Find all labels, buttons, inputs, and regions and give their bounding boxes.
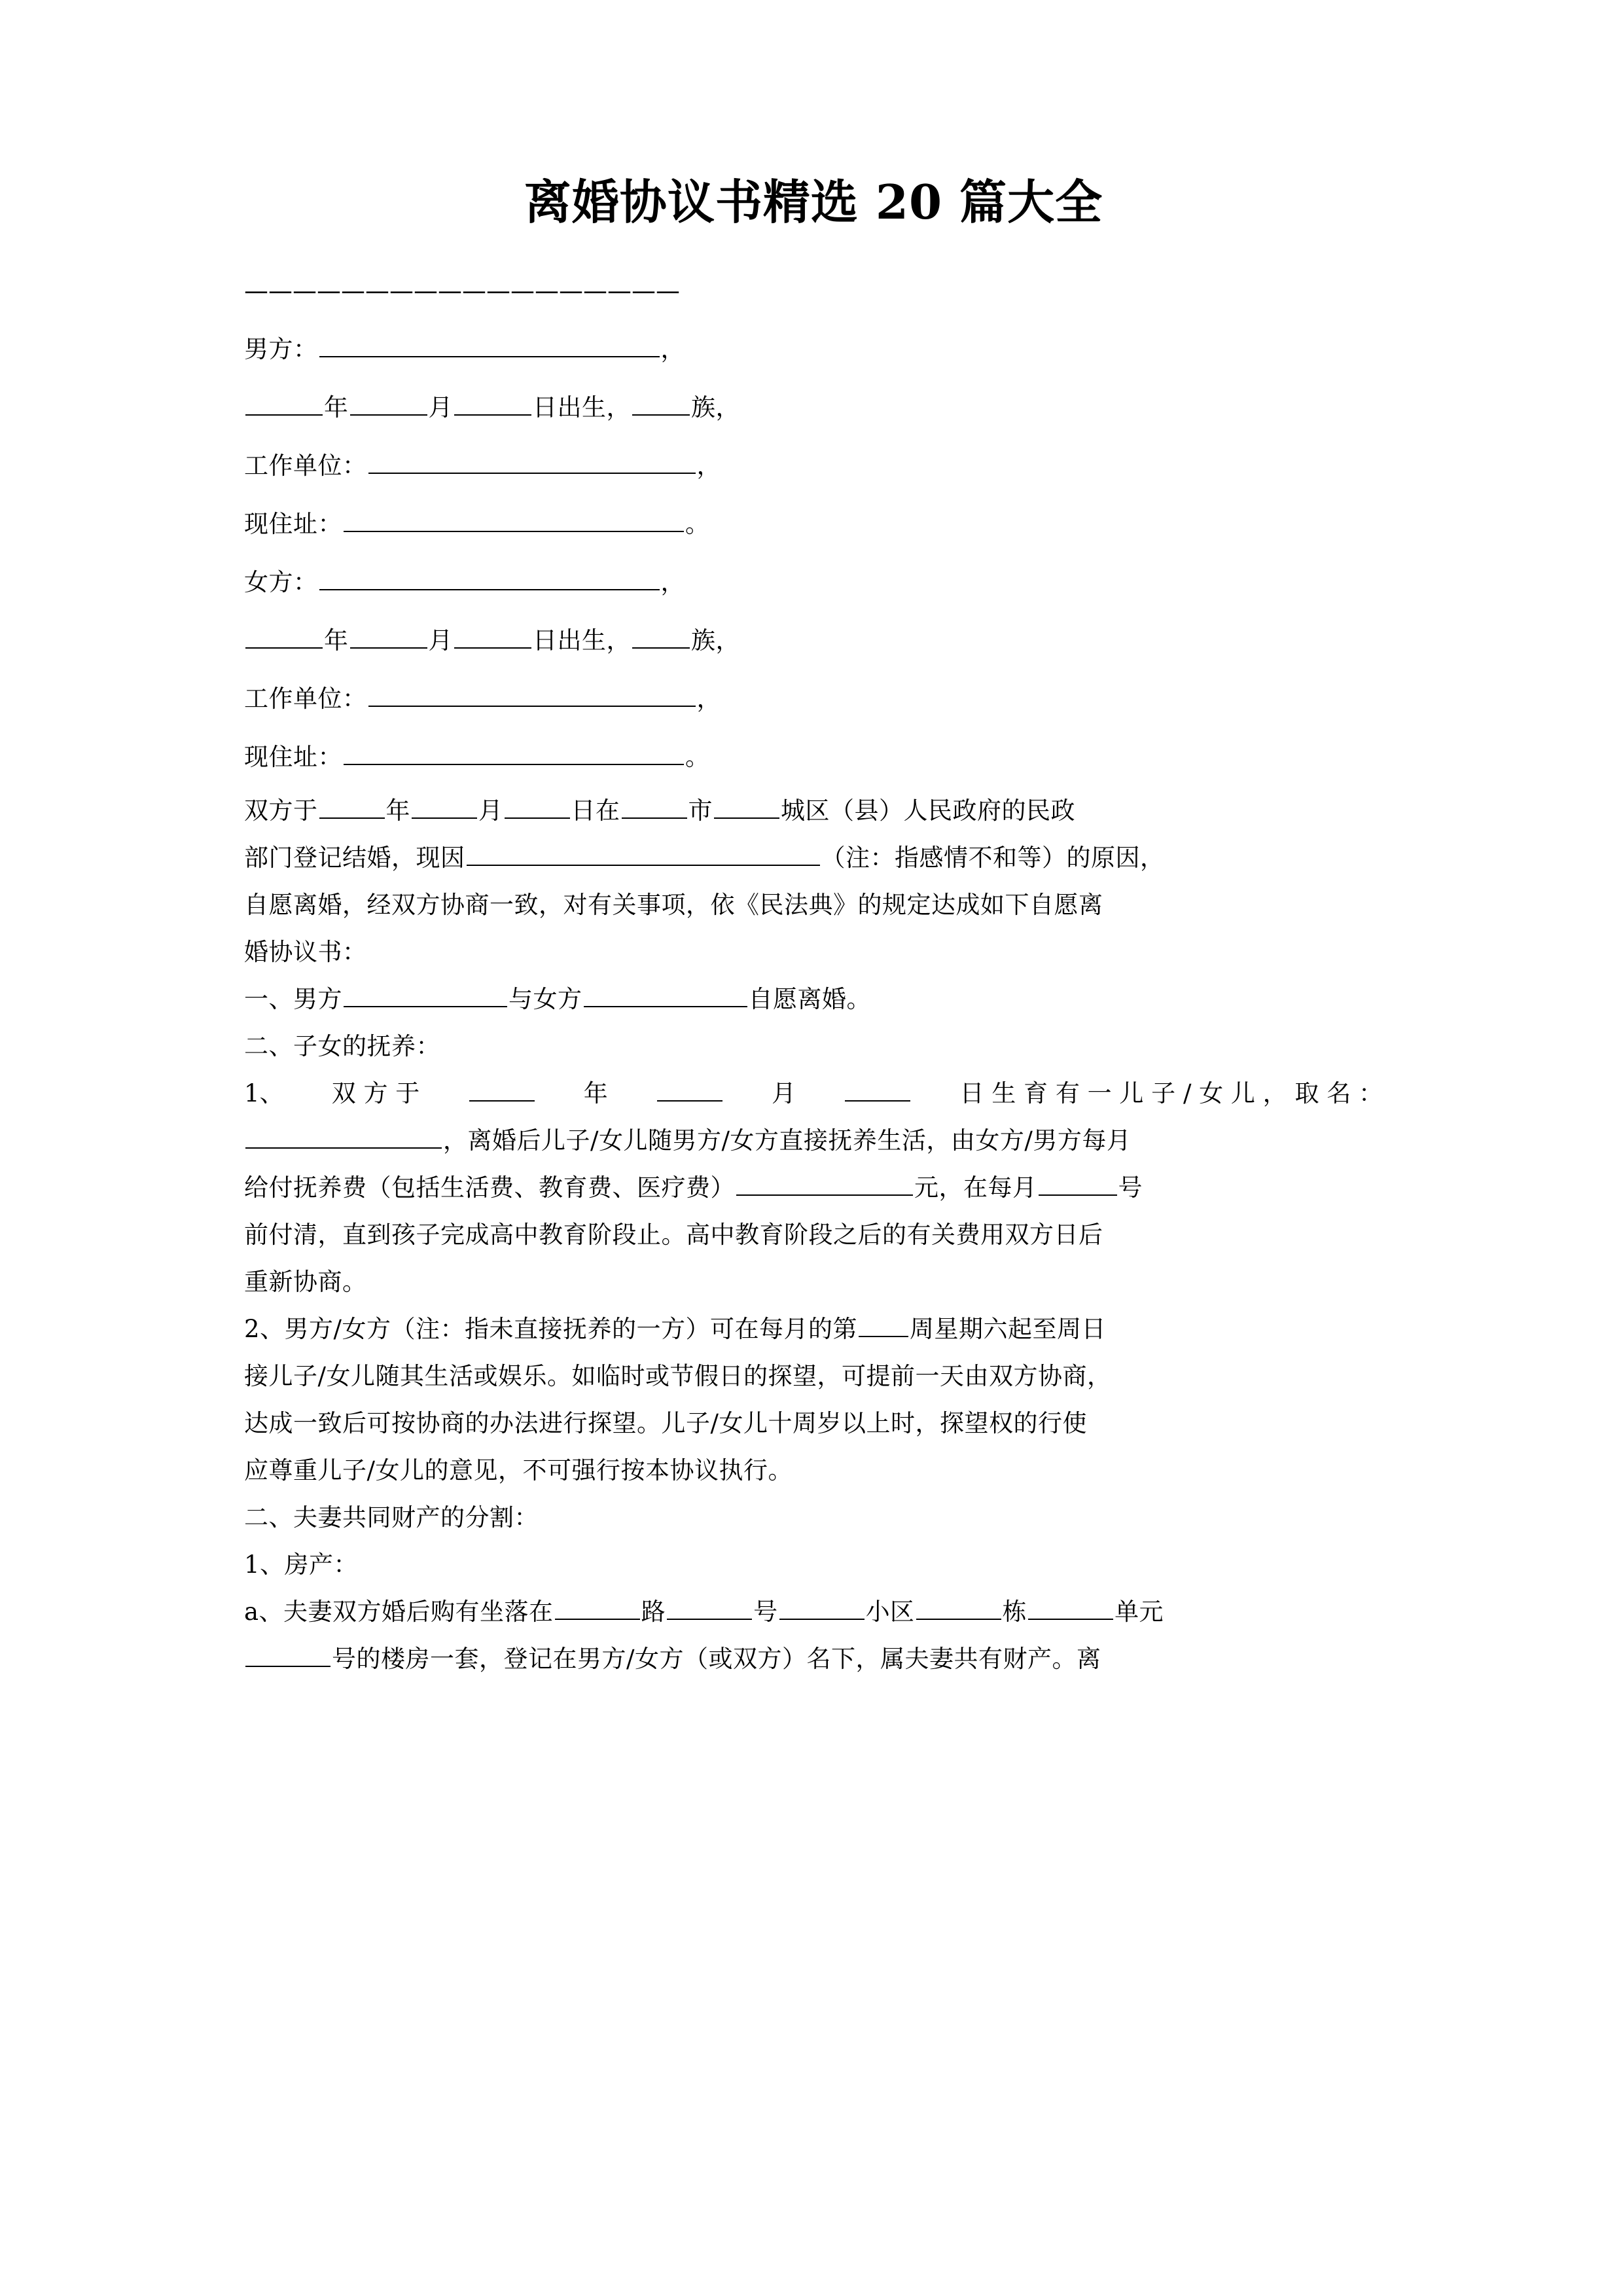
work-unit-label-female: 工作单位：	[244, 684, 367, 713]
property-community-label: 小区	[865, 1597, 915, 1626]
item-1-seg-b: 双 方 于	[331, 1079, 420, 1107]
ethnicity-label-female: 族，	[691, 626, 740, 655]
property-road-blank[interactable]	[555, 1592, 640, 1620]
document-content	[244, 0, 1383, 1683]
property-number-label: 号	[753, 1597, 778, 1626]
ethnicity-label: 族，	[691, 393, 740, 422]
male-birth-year-blank[interactable]	[245, 388, 323, 416]
female-birth-line	[244, 621, 1383, 660]
property-building-blank[interactable]	[916, 1592, 1001, 1620]
item-1-line-3	[244, 1164, 1383, 1211]
address-period-female: 。	[685, 742, 710, 771]
work-unit-comma: ，	[696, 451, 721, 480]
preamble-line-4: 婚协议书：	[244, 937, 367, 966]
item-1-line-1	[244, 1070, 1383, 1117]
item-1-number: 1、	[244, 1079, 284, 1107]
visitation-week-blank[interactable]	[859, 1310, 908, 1337]
marriage-city-blank[interactable]	[622, 791, 687, 819]
year-label-female: 年	[324, 626, 349, 655]
article-one-line	[244, 976, 1383, 1023]
female-address-line	[244, 738, 1383, 777]
child-birth-year-blank[interactable]	[469, 1074, 535, 1102]
property-number-blank[interactable]	[667, 1592, 752, 1620]
preamble-seg-2: 年	[385, 796, 410, 825]
property-unit-label: 单元	[1115, 1597, 1164, 1626]
marriage-district-blank[interactable]	[714, 791, 779, 819]
male-birth-day-blank[interactable]	[454, 388, 531, 416]
preamble-seg-1: 双方于	[244, 796, 318, 825]
article-one-female-blank[interactable]	[584, 980, 747, 1007]
female-ethnicity-blank[interactable]	[632, 621, 690, 649]
preamble-seg-8: （注：指感情不和等）的原因，	[821, 843, 1165, 872]
female-birth-month-blank[interactable]	[350, 621, 427, 649]
marriage-day-blank[interactable]	[505, 791, 570, 819]
male-birth-month-blank[interactable]	[350, 388, 427, 416]
item-2-line-1	[244, 1306, 1383, 1353]
item-1-seg-e: 日 生 育 有 一 儿 子 / 女 儿 ， 取 名 ：	[959, 1079, 1383, 1107]
day-birth-label-female: 日出生，	[533, 626, 631, 655]
preamble-seg-5: 市	[688, 796, 713, 825]
male-ethnicity-blank[interactable]	[632, 388, 690, 416]
preamble-seg-7: 部门登记结婚，现因	[244, 843, 465, 872]
item-1-line-2	[244, 1117, 1383, 1164]
female-name-comma: ，	[660, 567, 685, 596]
female-birth-day-blank[interactable]	[454, 621, 531, 649]
item-1-month-label: 月	[772, 1079, 796, 1107]
year-label: 年	[324, 393, 349, 422]
property-unit-blank[interactable]	[1028, 1592, 1113, 1620]
male-birth-line	[244, 388, 1383, 427]
male-name-blank[interactable]	[319, 330, 660, 357]
female-birth-year-blank[interactable]	[245, 621, 323, 649]
female-address-blank[interactable]	[344, 738, 684, 765]
property-a-line-2	[244, 1636, 1383, 1683]
property-a-seg-7: 号的楼房一套，登记在男方/女方（或双方）名下，属夫妻共有财产。离	[332, 1644, 1101, 1673]
item-1-line-4: 前付清，直到孩子完成高中教育阶段止。高中教育阶段之后的有关费用双方日后	[244, 1220, 1103, 1249]
item-2-line-2: 接儿子/女儿随其生活或娱乐。如临时或节假日的探望，可提前一天由双方协商，	[244, 1361, 1112, 1390]
item-1-day-label: 号	[1118, 1173, 1143, 1202]
article-two-heading: 二、子女的抚养：	[244, 1031, 440, 1060]
article-one-middle: 与女方	[508, 984, 582, 1013]
female-party-label: 女方：	[244, 567, 318, 596]
support-day-blank[interactable]	[1039, 1168, 1117, 1196]
male-name-comma: ，	[660, 334, 685, 363]
child-birth-month-blank[interactable]	[657, 1074, 722, 1102]
property-community-blank[interactable]	[779, 1592, 865, 1620]
page-title: 离婚协议书精选 20 篇大全	[524, 174, 1103, 230]
item-2-seg-b: 周星期六起至周日	[910, 1314, 1107, 1343]
item-1-year-label: 年	[583, 1079, 608, 1107]
property-heading: 1、房产：	[244, 1550, 359, 1579]
month-label: 月	[428, 393, 453, 422]
property-road-label: 路	[641, 1597, 666, 1626]
article-three-heading: 二、夫妻共同财产的分割：	[244, 1503, 539, 1532]
work-unit-comma-female: ，	[696, 684, 721, 713]
male-work-unit-line	[244, 446, 1383, 486]
item-1-line-2-text: ，离婚后儿子/女儿随男方/女方直接抚养生活，由女方/男方每月	[443, 1126, 1132, 1155]
address-period: 。	[685, 509, 710, 538]
item-1-yuan-label: 元，在每月	[914, 1173, 1037, 1202]
preamble-seg-3: 月	[478, 796, 503, 825]
male-work-unit-blank[interactable]	[368, 446, 696, 474]
preamble-line-1	[244, 787, 1383, 834]
property-building-label: 栋	[1002, 1597, 1027, 1626]
female-work-unit-blank[interactable]	[368, 679, 696, 707]
support-amount-blank[interactable]	[736, 1168, 913, 1196]
article-one-male-blank[interactable]	[344, 980, 507, 1007]
female-name-blank[interactable]	[319, 563, 660, 590]
day-birth-label: 日出生，	[533, 393, 631, 422]
address-label-female: 现住址：	[244, 742, 342, 771]
item-1-support-label: 给付抚养费（包括生活费、教育费、医疗费）	[244, 1173, 735, 1202]
item-2-line-4: 应尊重儿子/女儿的意见，不可强行按本协议执行。	[244, 1456, 793, 1484]
preamble-seg-4: 日在	[571, 796, 620, 825]
work-unit-label: 工作单位：	[244, 451, 367, 480]
marriage-year-blank[interactable]	[319, 791, 385, 819]
separator-rule: ——————————————————	[244, 276, 680, 305]
male-party-label: 男方：	[244, 334, 318, 363]
preamble-seg-6: 城区（县）人民政府的民政	[781, 796, 1075, 825]
male-address-blank[interactable]	[344, 505, 684, 532]
child-name-blank[interactable]	[245, 1121, 442, 1149]
month-label-female: 月	[428, 626, 453, 655]
property-a-seg-1: a、夫妻双方婚后购有坐落在	[244, 1597, 554, 1626]
article-one-prefix: 一、男方	[244, 984, 342, 1013]
male-party-name-line	[244, 330, 1383, 369]
female-party-name-line	[244, 563, 1383, 602]
female-work-unit-line	[244, 679, 1383, 719]
preamble-line-3: 自愿离婚，经双方协商一致，对有关事项，依《民法典》的规定达成如下自愿离	[244, 890, 1103, 919]
preamble-line-2	[244, 834, 1383, 882]
marriage-month-blank[interactable]	[412, 791, 477, 819]
item-2-line-3: 达成一致后可按协商的办法进行探望。儿子/女儿十周岁以上时，探望权的行使	[244, 1408, 1087, 1437]
child-birth-day-blank[interactable]	[845, 1074, 910, 1102]
male-address-line	[244, 505, 1383, 544]
article-one-suffix: 自愿离婚。	[748, 984, 871, 1013]
divorce-reason-blank[interactable]	[467, 838, 820, 866]
item-1-line-5: 重新协商。	[244, 1267, 367, 1296]
item-2-seg-a: 2、男方/女方（注：指未直接抚养的一方）可在每月的第	[244, 1314, 858, 1343]
address-label: 现住址：	[244, 509, 342, 538]
property-a-line-1	[244, 1588, 1383, 1636]
property-room-blank[interactable]	[245, 1640, 330, 1667]
